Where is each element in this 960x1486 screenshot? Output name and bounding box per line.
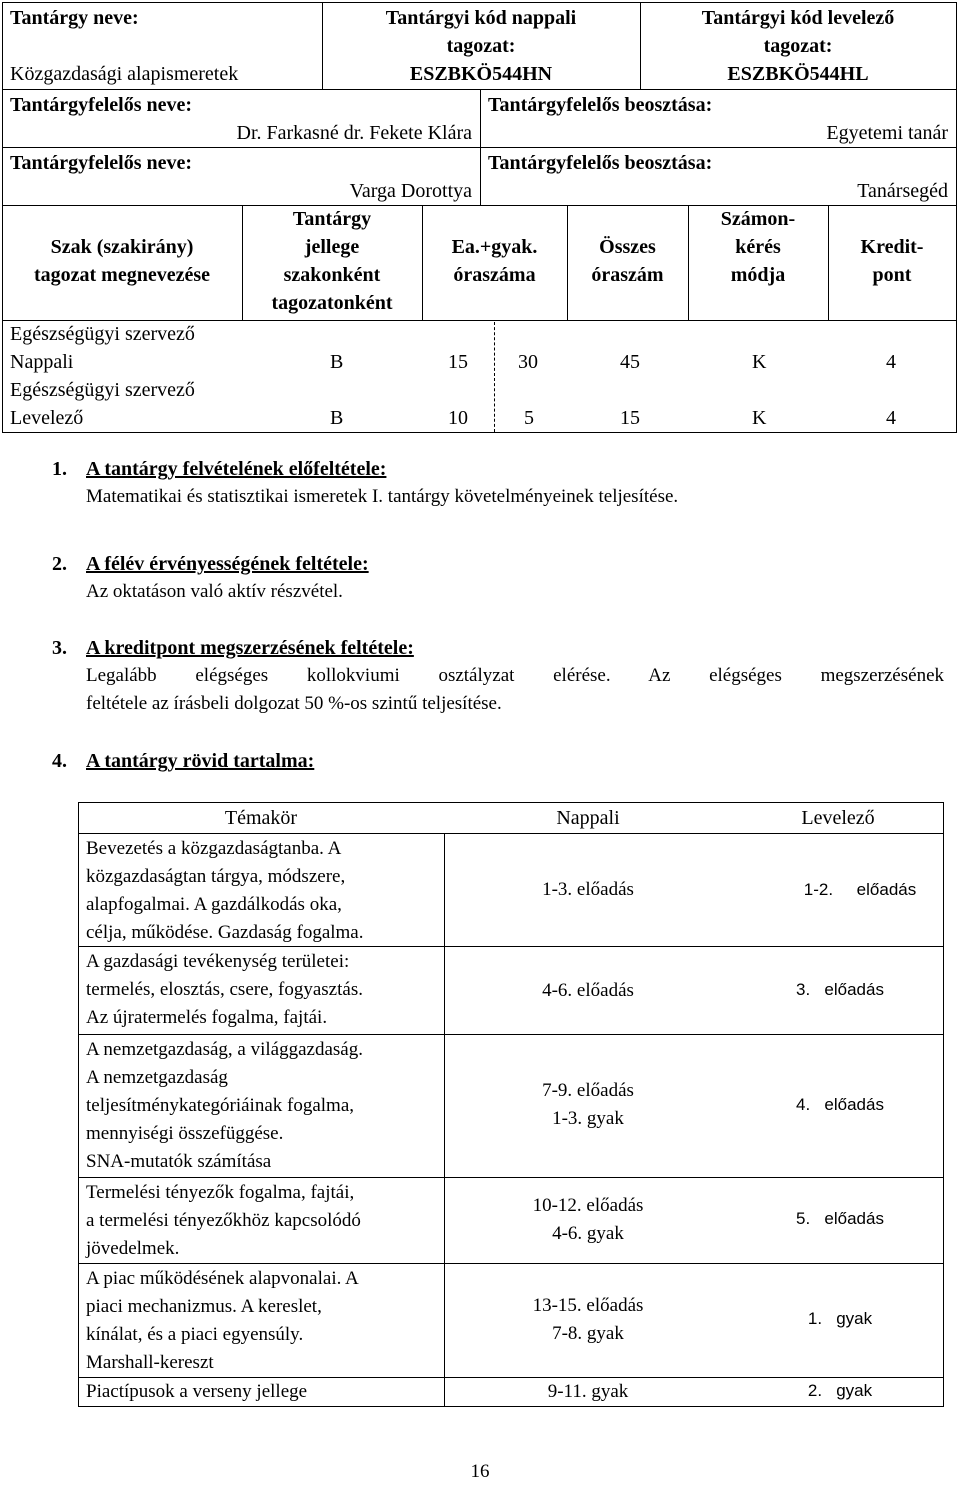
responsible1-label: Tantárgyfelelős neve: bbox=[10, 94, 193, 116]
col-header-program: Szak (szakirány) tagozat megnevezése bbox=[33, 236, 211, 286]
responsible2-name: Varga Dorottya bbox=[349, 180, 472, 202]
header-topic: Témakör bbox=[224, 807, 298, 829]
section-title: A félév érvényességének feltétele: bbox=[86, 553, 369, 575]
correspondence-cell: 2. gyak bbox=[807, 1381, 873, 1400]
topic-cell: A nemzetgazdaság, a világgazdaság. A nemzetgazdaság teljesítménykategóriáinak fogalma, mennyiségi összefüggése. SNA-mutatók számítása bbox=[86, 1039, 363, 1172]
responsible1-position-label: Tantárgyfelelős beosztása: bbox=[488, 94, 713, 116]
correspondence-cell: 1. gyak bbox=[807, 1309, 873, 1328]
day-cell: 1-3. előadás bbox=[542, 879, 634, 900]
responsible2-label: Tantárgyfelelős neve: bbox=[10, 152, 193, 174]
day-cell: 9-11. gyak bbox=[547, 1381, 629, 1402]
col-header-total: Összes óraszám bbox=[591, 236, 664, 286]
topic-cell: A gazdasági tevékenység területei: termelés, elosztás, csere, fogyasztás. Az újratermelés fogalma, fajtái. bbox=[86, 951, 363, 1028]
topic-cell: Piactípusok a verseny jellege bbox=[86, 1381, 308, 1402]
header-day: Nappali bbox=[556, 807, 620, 829]
section-text: Matematikai és statisztikai ismeretek I. tantárgy követelményeinek teljesítése. bbox=[86, 486, 679, 507]
topic-cell: A piac működésének alapvonalai. A piaci mechanizmus. A kereslet, kínálat, és a piaci egyensúly. Marshall-kereszt bbox=[86, 1268, 359, 1373]
day-cell: 13-15. előadás 7-8. gyak bbox=[532, 1295, 644, 1344]
day-cell: 10-12. előadás 4-6. gyak bbox=[532, 1195, 644, 1244]
correspondence-cell: 4. előadás bbox=[796, 1095, 884, 1114]
page-number: 16 bbox=[470, 1461, 490, 1482]
header-correspondence: Levelező bbox=[801, 807, 875, 829]
col-header-hours: Ea.+gyak. óraszáma bbox=[451, 236, 538, 286]
col-header-type: Tantárgy jellege szakonként tagozatonként bbox=[271, 208, 393, 314]
correspondence-cell: 3. előadás bbox=[796, 980, 884, 999]
responsible2-position: Tanársegéd bbox=[857, 180, 948, 202]
section-title: A tantárgy felvételének előfeltétele: bbox=[86, 458, 387, 480]
section-title: A tantárgy rövid tartalma: bbox=[86, 750, 315, 772]
col-header-assessment: Számon- kérés módja bbox=[720, 208, 796, 286]
responsible1-name: Dr. Farkasné dr. Fekete Klára bbox=[236, 122, 472, 144]
subject-name-value: Közgazdasági alapismeretek bbox=[10, 63, 239, 85]
topic-cell: Termelési tényezők fogalma, fajtái, a termelési tényezőkhöz kapcsolódó jövedelmek. bbox=[86, 1182, 361, 1259]
responsible1-position: Egyetemi tanár bbox=[826, 122, 948, 144]
section-title: A kreditpont megszerzésének feltétele: bbox=[86, 637, 414, 659]
section-text: Legalább elégséges kollokviumi osztályzat elérése. Az elégséges megszerzésének bbox=[86, 665, 944, 686]
section-text: feltétele az írásbeli dolgozat 50 %-os szintű teljesítése. bbox=[86, 693, 502, 714]
col-header-credit: Kredit- pont bbox=[860, 236, 924, 286]
day-cell: 4-6. előadás bbox=[542, 980, 634, 1001]
correspondence-cell: 5. előadás bbox=[796, 1209, 884, 1228]
section-text: Az oktatáson való aktív részvétel. bbox=[86, 581, 343, 602]
topic-cell: Bevezetés a közgazdaságtanba. A közgazdaságtan tárgya, módszere, alapfogalmai. A gazdálkodás oka, céljа, működése. Gazdaság fogalma. bbox=[86, 838, 364, 943]
correspondence-cell: 1-2. előadás bbox=[803, 880, 917, 899]
responsible2-position-label: Tantárgyfelelős beosztása: bbox=[488, 152, 713, 174]
code-correspondence-label: Tantárgyi kód levelező tagozat: ESZBKÖ544HL bbox=[701, 7, 895, 85]
subject-name-label: Tantárgy neve: bbox=[10, 7, 139, 29]
code-day-label: Tantárgyi kód nappali tagozat: ESZBKÖ544HN bbox=[385, 7, 577, 85]
day-cell: 7-9. előadás 1-3. gyak bbox=[542, 1080, 634, 1129]
